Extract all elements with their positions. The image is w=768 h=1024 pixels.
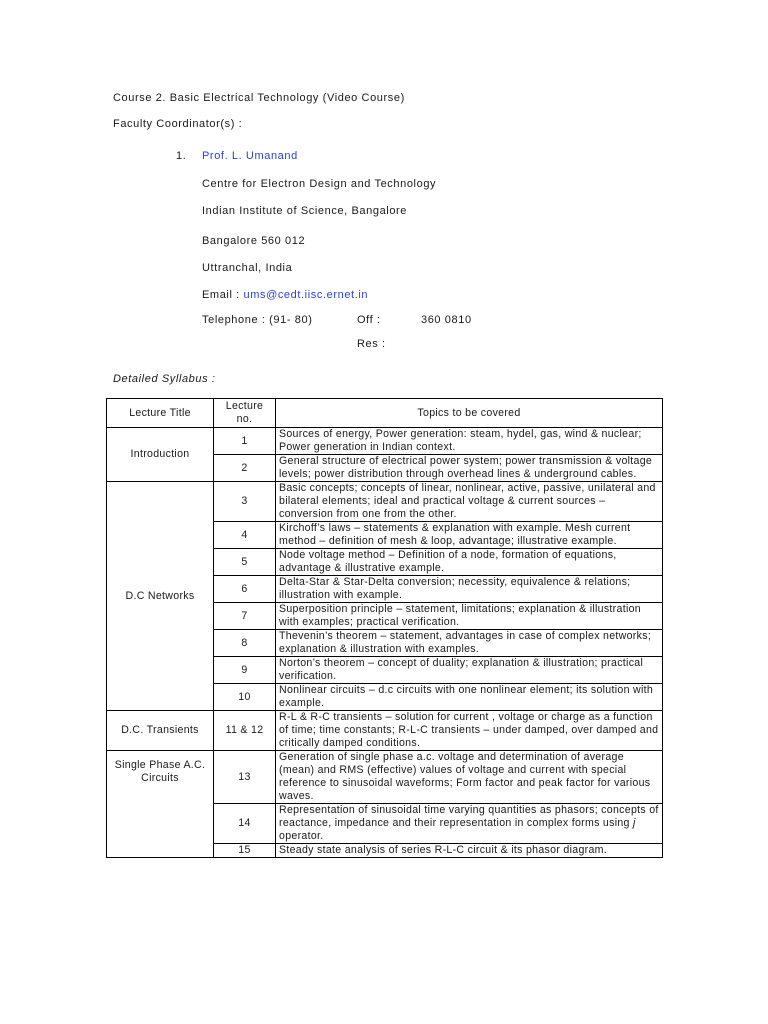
telephone-label: Telephone : (91- 80) — [202, 314, 313, 326]
lecture-topic: Generation of single phase a.c. voltage and determination of average (mean) and RMS (effective) values of voltage and current with special reference to sinusoidal waveforms; Form factor and peak factor for various waves. — [276, 751, 663, 804]
topic-text-after: operator. — [279, 830, 324, 842]
lecture-no: 5 — [214, 549, 276, 576]
lecture-topic — [276, 804, 663, 844]
coordinator-dept: Centre for Electron Design and Technology — [202, 178, 437, 190]
off-number: 360 0810 — [421, 314, 472, 326]
res-label: Res : — [357, 338, 386, 350]
coordinator-name-link[interactable]: Prof. L. Umanand — [202, 150, 298, 162]
lecture-no: 7 — [214, 603, 276, 630]
lecture-no: 15 — [214, 844, 276, 858]
lecture-no: 8 — [214, 630, 276, 657]
table-header-row — [107, 399, 663, 428]
lecture-no: 10 — [214, 684, 276, 711]
table-row — [107, 482, 663, 522]
lecture-topic: Superposition principle – statement, limitations; explanation & illustration with examples; practical verification. — [276, 603, 663, 630]
coordinator-institute: Indian Institute of Science, Bangalore — [202, 205, 408, 217]
group-single-phase: Single Phase A.C. Circuits — [107, 751, 214, 858]
lecture-no: 14 — [214, 804, 276, 844]
table-row — [107, 751, 663, 804]
lecture-no: 13 — [214, 751, 276, 804]
course-title: Course 2. Basic Electrical Technology (Video Course) — [113, 92, 405, 104]
syllabus-table — [106, 398, 663, 858]
lecture-topic: Delta-Star & Star-Delta conversion; necessity, equivalence & relations; illustration with example. — [276, 576, 663, 603]
col-lecture-no: Lecture no. — [214, 399, 276, 428]
lecture-no: 3 — [214, 482, 276, 522]
lecture-topic: Steady state analysis of series R-L-C circuit & its phasor diagram. — [276, 844, 663, 858]
lecture-topic: R-L & R-C transients – solution for current , voltage or charge as a function of time; time constants; R-L-C transients – under damped, over damped and critically damped conditions. — [276, 711, 663, 751]
group-dc-transients: D.C. Transients — [107, 711, 214, 751]
group-dc-networks: D.C Networks — [107, 482, 214, 711]
lecture-topic: General structure of electrical power system; power transmission & voltage levels; power distribution through overhead lines & underground cables. — [276, 455, 663, 482]
coordinator-email-row — [202, 288, 368, 302]
lecture-topic: Norton’s theorem – concept of duality; explanation & illustration; practical verification. — [276, 657, 663, 684]
group-introduction: Introduction — [107, 428, 214, 482]
coordinator-number: 1. — [176, 150, 187, 162]
syllabus-heading: Detailed Syllabus : — [113, 373, 216, 385]
j-symbol: j — [633, 817, 636, 829]
lecture-no: 6 — [214, 576, 276, 603]
lecture-topic: Basic concepts; concepts of linear, nonlinear, active, passive, unilateral and bilateral elements; ideal and practical voltage & current sources – conversion from one from the other. — [276, 482, 663, 522]
lecture-no: 4 — [214, 522, 276, 549]
lecture-topic: Node voltage method – Definition of a node, formation of equations, advantage & illustrative example. — [276, 549, 663, 576]
topic-text-before: Representation of sinusoidal time varying quantities as phasors; concepts of reactance, impedance and their representation in complex forms using — [279, 804, 659, 829]
lecture-no: 11 & 12 — [214, 711, 276, 751]
coordinator-city: Bangalore 560 012 — [202, 235, 306, 247]
lecture-topic: Nonlinear circuits – d.c circuits with one nonlinear element; its solution with example. — [276, 684, 663, 711]
table-row — [107, 428, 663, 455]
coordinator-state: Uttranchal, India — [202, 262, 293, 274]
faculty-label: Faculty Coordinator(s) : — [113, 118, 243, 130]
lecture-no: 9 — [214, 657, 276, 684]
col-lecture-title: Lecture Title — [107, 399, 214, 428]
table-row — [107, 711, 663, 751]
lecture-no: 1 — [214, 428, 276, 455]
lecture-no: 2 — [214, 455, 276, 482]
off-label: Off : — [357, 314, 381, 326]
col-topics: Topics to be covered — [276, 399, 663, 428]
lecture-topic: Sources of energy, Power generation: steam, hydel, gas, wind & nuclear; Power generation in Indian context. — [276, 428, 663, 455]
lecture-topic: Kirchoff’s laws – statements & explanation with example. Mesh current method – definition of mesh & loop, advantage; illustrative example. — [276, 522, 663, 549]
email-label: Email : — [202, 289, 244, 301]
email-link[interactable]: ums@cedt.iisc.ernet.in — [243, 289, 369, 301]
lecture-topic: Thevenin’s theorem – statement, advantages in case of complex networks; explanation & illustration with examples. — [276, 630, 663, 657]
